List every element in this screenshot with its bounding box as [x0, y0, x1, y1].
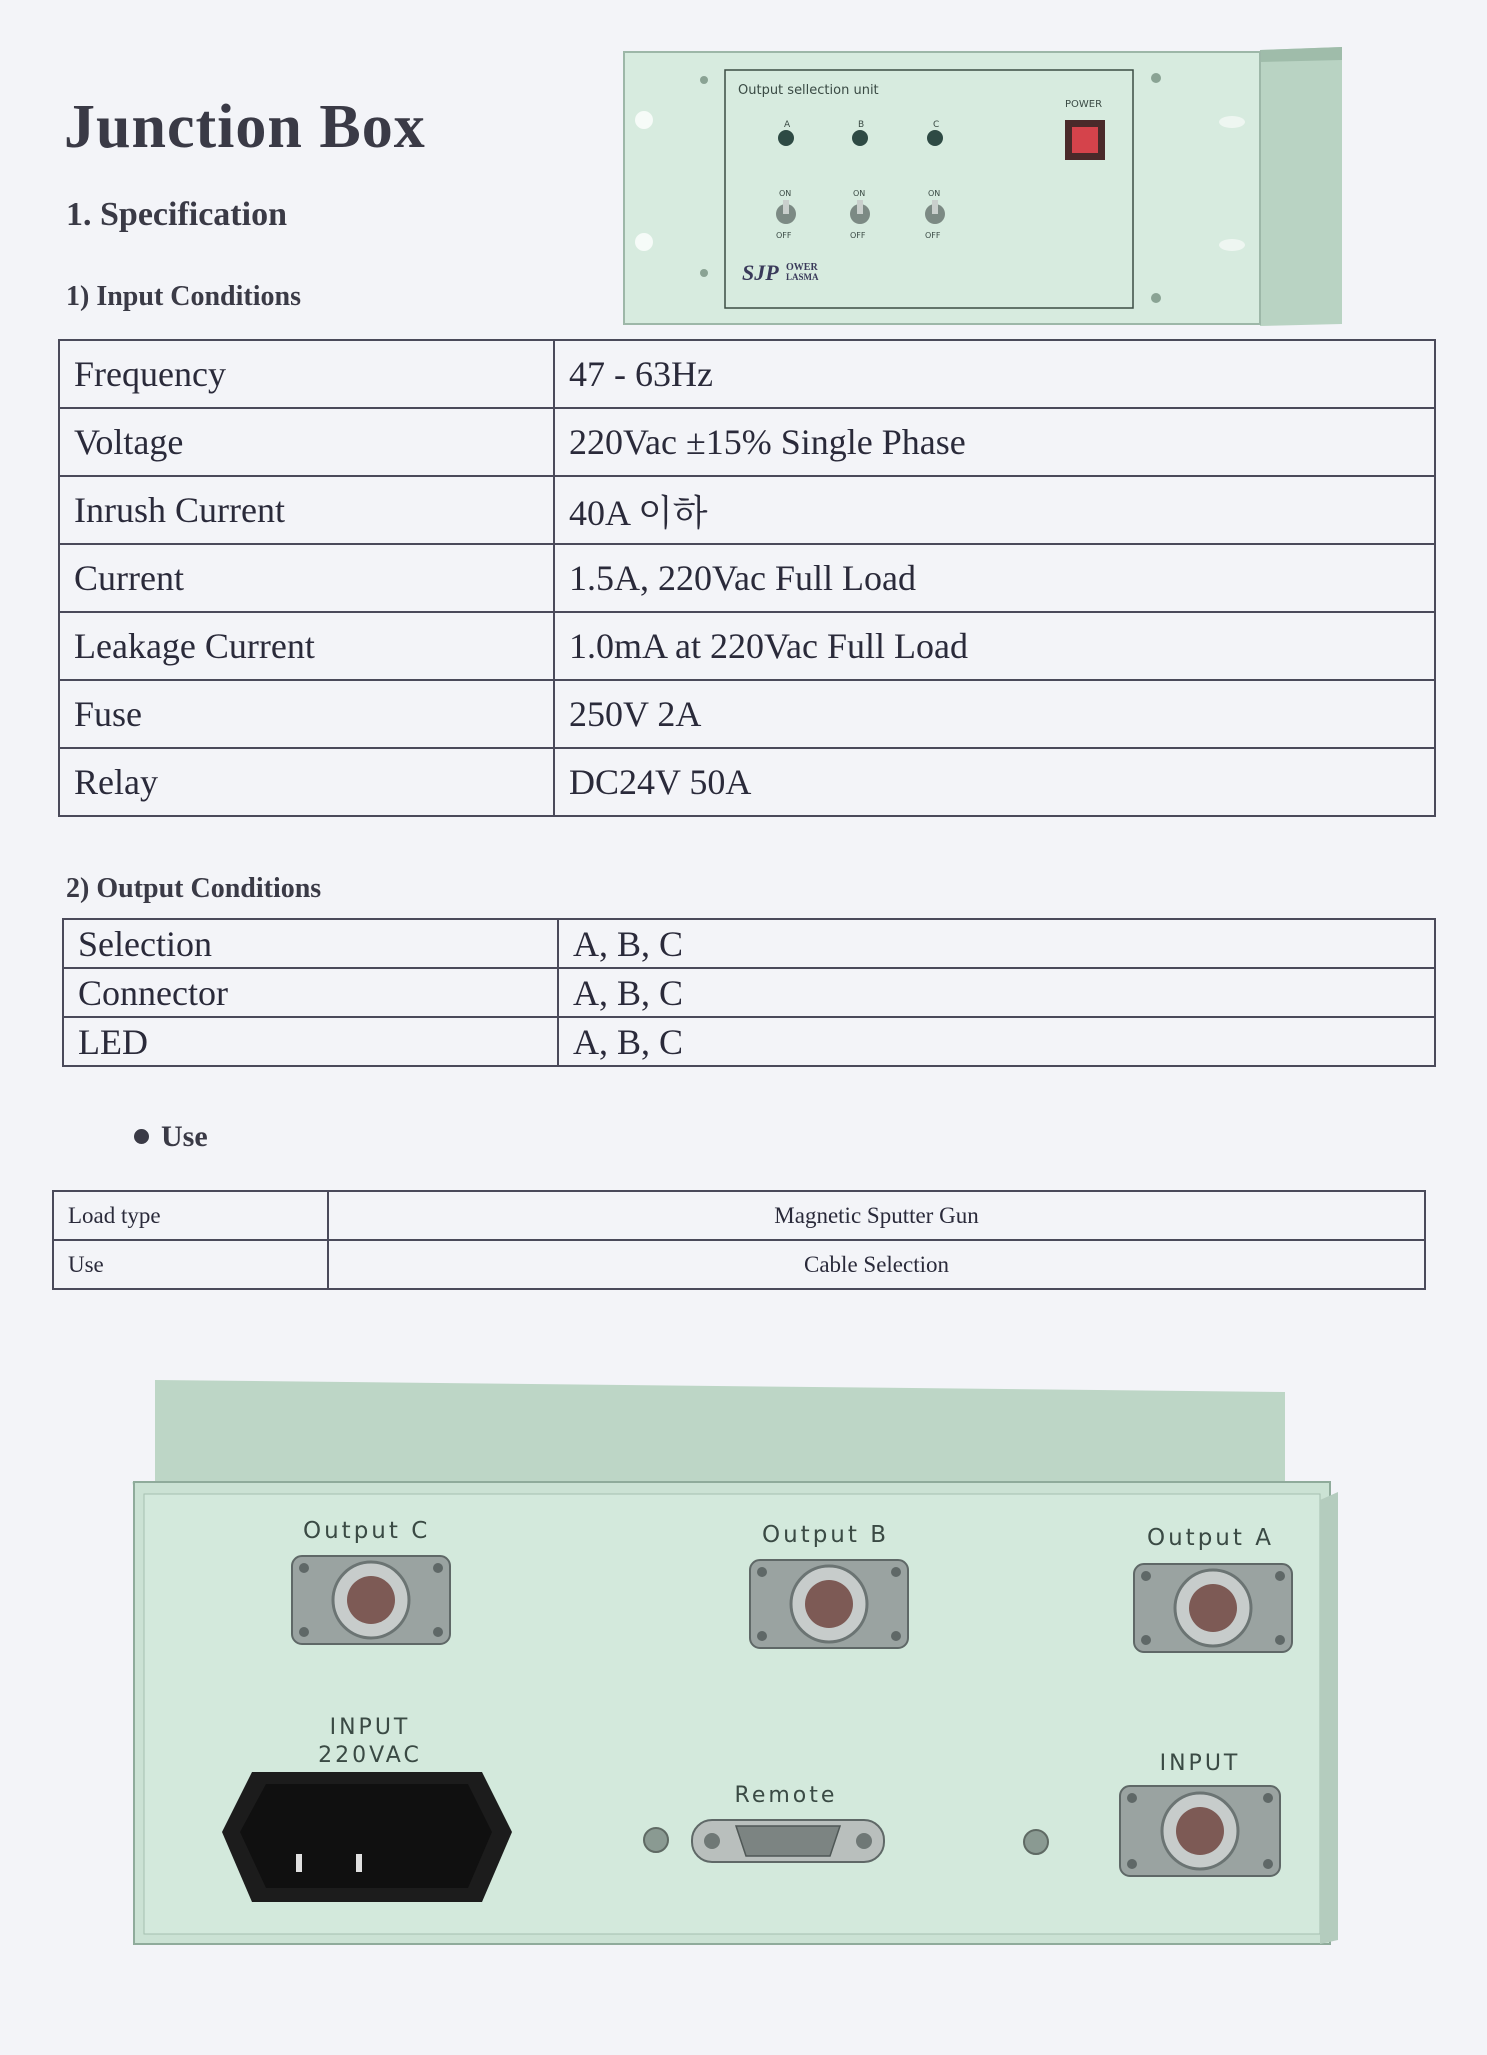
- row-value: 1.5A, 220Vac Full Load: [554, 544, 1435, 612]
- use-heading: [134, 1120, 208, 1154]
- table-row: [59, 544, 1435, 612]
- output-b-label: Output B: [762, 1522, 889, 1548]
- input-connector[interactable]: [1120, 1786, 1280, 1876]
- table-row: [63, 1017, 1435, 1066]
- input-label: INPUT: [1159, 1751, 1241, 1776]
- row-value: 1.0mA at 220Vac Full Load: [554, 612, 1435, 680]
- row-label: Fuse: [59, 680, 554, 748]
- output-c-label: Output C: [303, 1518, 431, 1544]
- input-conditions-table: [58, 339, 1436, 817]
- led-b: [852, 130, 868, 146]
- table-row: [63, 968, 1435, 1017]
- row-value: 47 - 63Hz: [554, 340, 1435, 408]
- row-label: Frequency: [59, 340, 554, 408]
- specification-heading: 1. Specification: [66, 196, 287, 233]
- page-title: Junction Box: [64, 93, 426, 161]
- switch-b-on-label: ON: [853, 189, 866, 198]
- led-label-b: B: [858, 120, 865, 130]
- screw: [644, 1828, 668, 1852]
- led-c: [927, 130, 943, 146]
- table-row: [59, 612, 1435, 680]
- switch-c-on-label: ON: [928, 189, 941, 198]
- row-label: Selection: [63, 919, 558, 968]
- switch-b-off-label: OFF: [850, 231, 866, 240]
- brand-logo: SJP: [742, 260, 779, 285]
- row-label: LED: [63, 1017, 558, 1066]
- table-row: [53, 1191, 1425, 1240]
- brand-sub-top: OWER: [786, 262, 818, 273]
- screw: [1024, 1830, 1048, 1854]
- row-value: A, B, C: [558, 1017, 1435, 1066]
- remote-connector[interactable]: [692, 1820, 884, 1862]
- row-label: Connector: [63, 968, 558, 1017]
- table-row: [59, 340, 1435, 408]
- input-ac-label-line2: 220VAC: [318, 1743, 422, 1768]
- table-row: [63, 919, 1435, 968]
- table-row: [59, 748, 1435, 816]
- row-value: A, B, C: [558, 919, 1435, 968]
- led-label-c: C: [933, 120, 940, 130]
- switch-c-off-label: OFF: [925, 231, 941, 240]
- switch-a-off-label: OFF: [776, 231, 792, 240]
- output-c-connector[interactable]: [292, 1556, 450, 1644]
- row-value: 220Vac ±15% Single Phase: [554, 408, 1435, 476]
- use-heading-label: Use: [161, 1120, 208, 1153]
- brand-sub-bottom: LASMA: [786, 272, 819, 282]
- row-value: 40A 이하: [554, 476, 1435, 544]
- output-a-connector[interactable]: [1134, 1564, 1292, 1652]
- unit-label: Output sellection unit: [738, 83, 879, 98]
- switch-a-on-label: ON: [779, 189, 792, 198]
- use-table: [52, 1190, 1426, 1290]
- bullet-icon: [134, 1129, 149, 1144]
- row-value: A, B, C: [558, 968, 1435, 1017]
- row-value: 250V 2A: [554, 680, 1435, 748]
- row-value: Cable Selection: [328, 1240, 1425, 1289]
- led-label-a: A: [784, 120, 791, 130]
- output-a-label: Output A: [1147, 1525, 1274, 1551]
- row-label: Leakage Current: [59, 612, 554, 680]
- table-row: [59, 680, 1435, 748]
- input-conditions-heading: 1) Input Conditions: [66, 281, 301, 312]
- output-conditions-table: [62, 918, 1436, 1067]
- output-b-connector[interactable]: [750, 1560, 908, 1648]
- row-value: Magnetic Sputter Gun: [328, 1191, 1425, 1240]
- table-row: [53, 1240, 1425, 1289]
- table-row: [59, 476, 1435, 544]
- row-label: Current: [59, 544, 554, 612]
- row-label: Use: [53, 1240, 328, 1289]
- row-label: Inrush Current: [59, 476, 554, 544]
- table-row: [59, 408, 1435, 476]
- rear-panel-photo: [120, 1370, 1400, 1960]
- input-ac-label-line1: INPUT: [329, 1715, 411, 1740]
- row-value: DC24V 50A: [554, 748, 1435, 816]
- output-conditions-heading: 2) Output Conditions: [66, 873, 322, 904]
- row-label: Load type: [53, 1191, 328, 1240]
- remote-label: Remote: [734, 1783, 838, 1808]
- row-label: Relay: [59, 748, 554, 816]
- front-panel-photo: [620, 42, 1350, 332]
- ac-inlet[interactable]: [222, 1772, 512, 1902]
- led-a: [778, 130, 794, 146]
- power-switch[interactable]: [1072, 127, 1098, 153]
- power-label: POWER: [1065, 99, 1103, 110]
- row-label: Voltage: [59, 408, 554, 476]
